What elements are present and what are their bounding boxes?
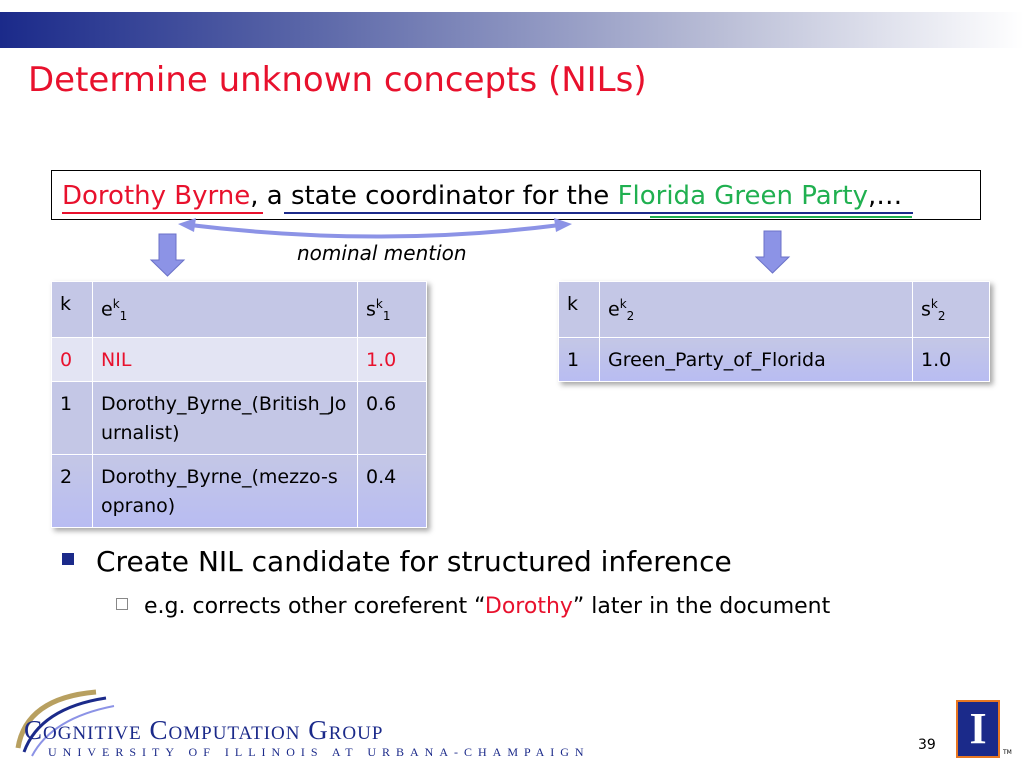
header-e: $e^k_1$ <box>93 282 358 338</box>
cell-score: 0.6 <box>358 382 427 455</box>
cell-k: 0 <box>52 338 93 382</box>
trademark: TM <box>1003 749 1012 756</box>
cell-score: 1.0 <box>913 338 990 382</box>
mention-florida-green-party: Florida Green Party <box>617 181 868 211</box>
cell-entity: Dorothy_Byrne_(British_Journalist) <box>93 382 358 455</box>
cell-k: 2 <box>52 455 93 528</box>
logo-subtitle: UNIVERSITY OF ILLINOIS AT URBANA-CHAMPAIGN <box>48 745 590 759</box>
header-k: k <box>559 282 600 338</box>
header-k: k <box>52 282 93 338</box>
hollow-square-bullet-icon <box>116 598 128 610</box>
candidates-table-2 <box>558 281 990 382</box>
cell-k: 1 <box>559 338 600 382</box>
nominal-mention-label: nominal mention <box>297 241 467 265</box>
table-header-row <box>559 282 990 338</box>
bullet-main <box>62 545 732 578</box>
candidates-table-1 <box>51 281 427 528</box>
cell-entity: Green_Party_of_Florida <box>600 338 913 382</box>
illinois-block-i-logo: I <box>956 700 1000 758</box>
square-bullet-icon <box>62 553 74 565</box>
header-s: $s^k_2$ <box>913 282 990 338</box>
slide-title: Determine unknown concepts (NILs) <box>28 60 647 100</box>
coreference-arc <box>190 225 560 237</box>
mention-dorothy-byrne: Dorothy Byrne <box>62 181 251 211</box>
header-e: $e^k_2$ <box>600 282 913 338</box>
sentence-end: ,… <box>867 181 903 211</box>
cell-score: 1.0 <box>358 338 427 382</box>
cell-score: 0.4 <box>358 455 427 528</box>
table-row <box>559 338 990 382</box>
down-arrow-left <box>151 234 184 276</box>
ccg-logo <box>6 688 590 760</box>
sentence-middle: , a state coordinator for the <box>250 181 618 211</box>
cell-entity: NIL <box>93 338 358 382</box>
header-s: $s^k_1$ <box>358 282 427 338</box>
arc-arrowhead-right <box>554 218 572 232</box>
table-row <box>52 455 427 528</box>
logo-title: Cognitive Computation Group <box>24 715 384 745</box>
highlight-dorothy: Dorothy <box>484 594 573 619</box>
table-row <box>52 338 427 382</box>
down-arrow-right <box>756 231 789 273</box>
table-row <box>52 382 427 455</box>
cell-entity: Dorothy_Byrne_(mezzo-soprano) <box>93 455 358 528</box>
cell-k: 1 <box>52 382 93 455</box>
bullet-main-text: Create NIL candidate for structured inference <box>96 545 732 578</box>
annotation-graphics <box>0 0 1024 290</box>
page-number: 39 <box>918 737 936 753</box>
table-header-row <box>52 282 427 338</box>
arc-arrowhead-left <box>178 218 196 232</box>
bullet-sub: e.g. corrects other coreferent “Dorothy” later in the document <box>116 594 830 619</box>
